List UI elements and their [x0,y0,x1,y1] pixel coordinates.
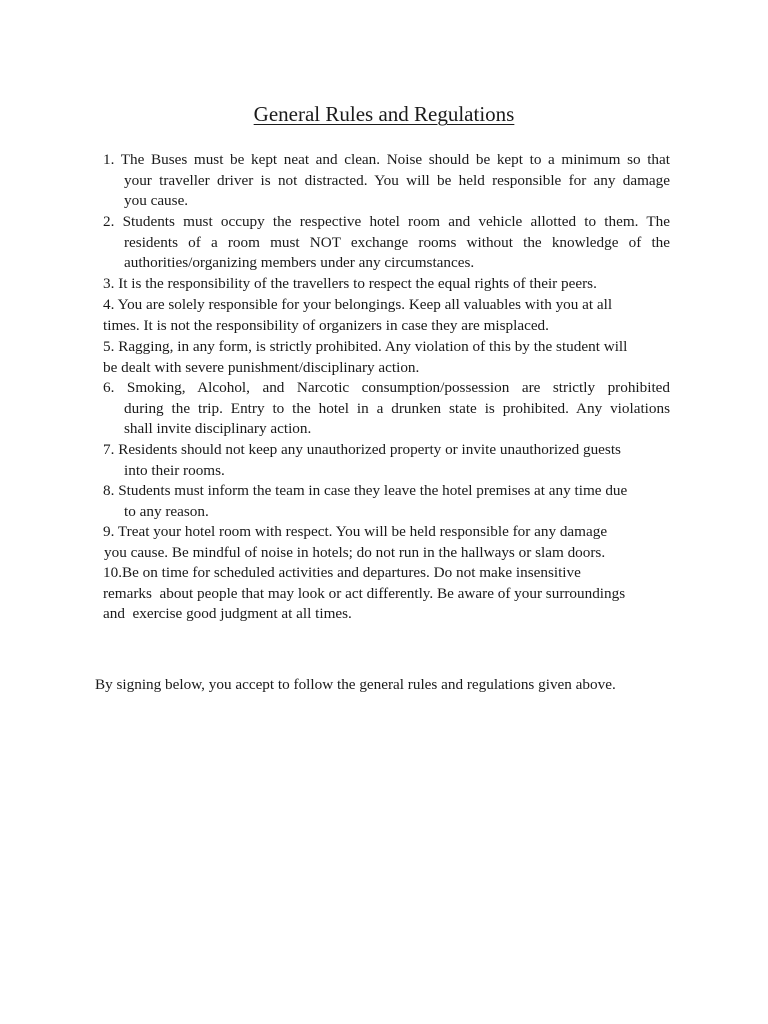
rule-line: 2. Students must occupy the respective hotel room and vehicle allotted to them. The [103,213,670,230]
rule-line: you cause. Be mindful of noise in hotels; do not run in the hallways or slam doors. [104,543,606,561]
rule-line: residents of a room must NOT exchange rooms without the knowledge of the [124,233,670,251]
rule-line: 4. You are solely responsible for your belongings. Keep all valuables with you at all [103,296,613,313]
rule-line: during the trip. Entry to the hotel in a drunken state is prohibited. Any violations [124,399,670,417]
rule-item [103,563,625,625]
rule-line: 5. Ragging, in any form, is strictly prohibited. Any violation of this by the student will [103,338,628,355]
rule-item [103,481,627,522]
document-title: General Rules and Regulations [253,102,515,126]
rule-line: 1. The Buses must be kept neat and clean. Noise should be kept to a minimum so that [103,151,670,168]
rule-line: times. It is not the responsibility of organizers in case they are misplaced. [103,316,549,334]
rule-line: into their rooms. [124,461,225,479]
rule-item [103,522,607,563]
rule-line: to any reason. [124,502,209,520]
rule-item [103,150,670,212]
rule-line: be dealt with severe punishment/disciplinary action. [103,358,420,376]
rule-line: and exercise good judgment at all times. [103,605,352,623]
rule-item [103,337,627,378]
rule-line: 6. Smoking, Alcohol, and Narcotic consumption/possession are strictly prohibited [103,379,670,396]
acceptance-statement: By signing below, you accept to follow the general rules and regulations given above. [95,676,616,693]
rule-line: 10.Be on time for scheduled activities and departures. Do not make insensitive [103,564,581,581]
rule-line: remarks about people that may look or act differently. Be aware of your surroundings [103,584,626,602]
rule-line: 7. Residents should not keep any unauthorized property or invite unauthorized guests [103,441,621,458]
rule-line: you cause. [124,192,189,210]
rule-line: 9. Treat your hotel room with respect. You will be held responsible for any damage [103,523,608,540]
rule-line: authorities/organizing members under any circumstances. [124,254,475,272]
rule-line: shall invite disciplinary action. [124,420,312,438]
rule-line: 3. It is the responsibility of the travellers to respect the equal rights of their peers. [103,275,597,292]
rule-item [103,378,670,440]
rule-line: 8. Students must inform the team in case they leave the hotel premises at any time due [103,482,628,499]
rule-line: your traveller driver is not distracted. You will be held responsible for any damage [124,171,670,189]
rule-item [103,295,612,336]
rule-item [103,212,670,274]
rule-item [103,274,597,295]
rule-item [103,440,621,481]
